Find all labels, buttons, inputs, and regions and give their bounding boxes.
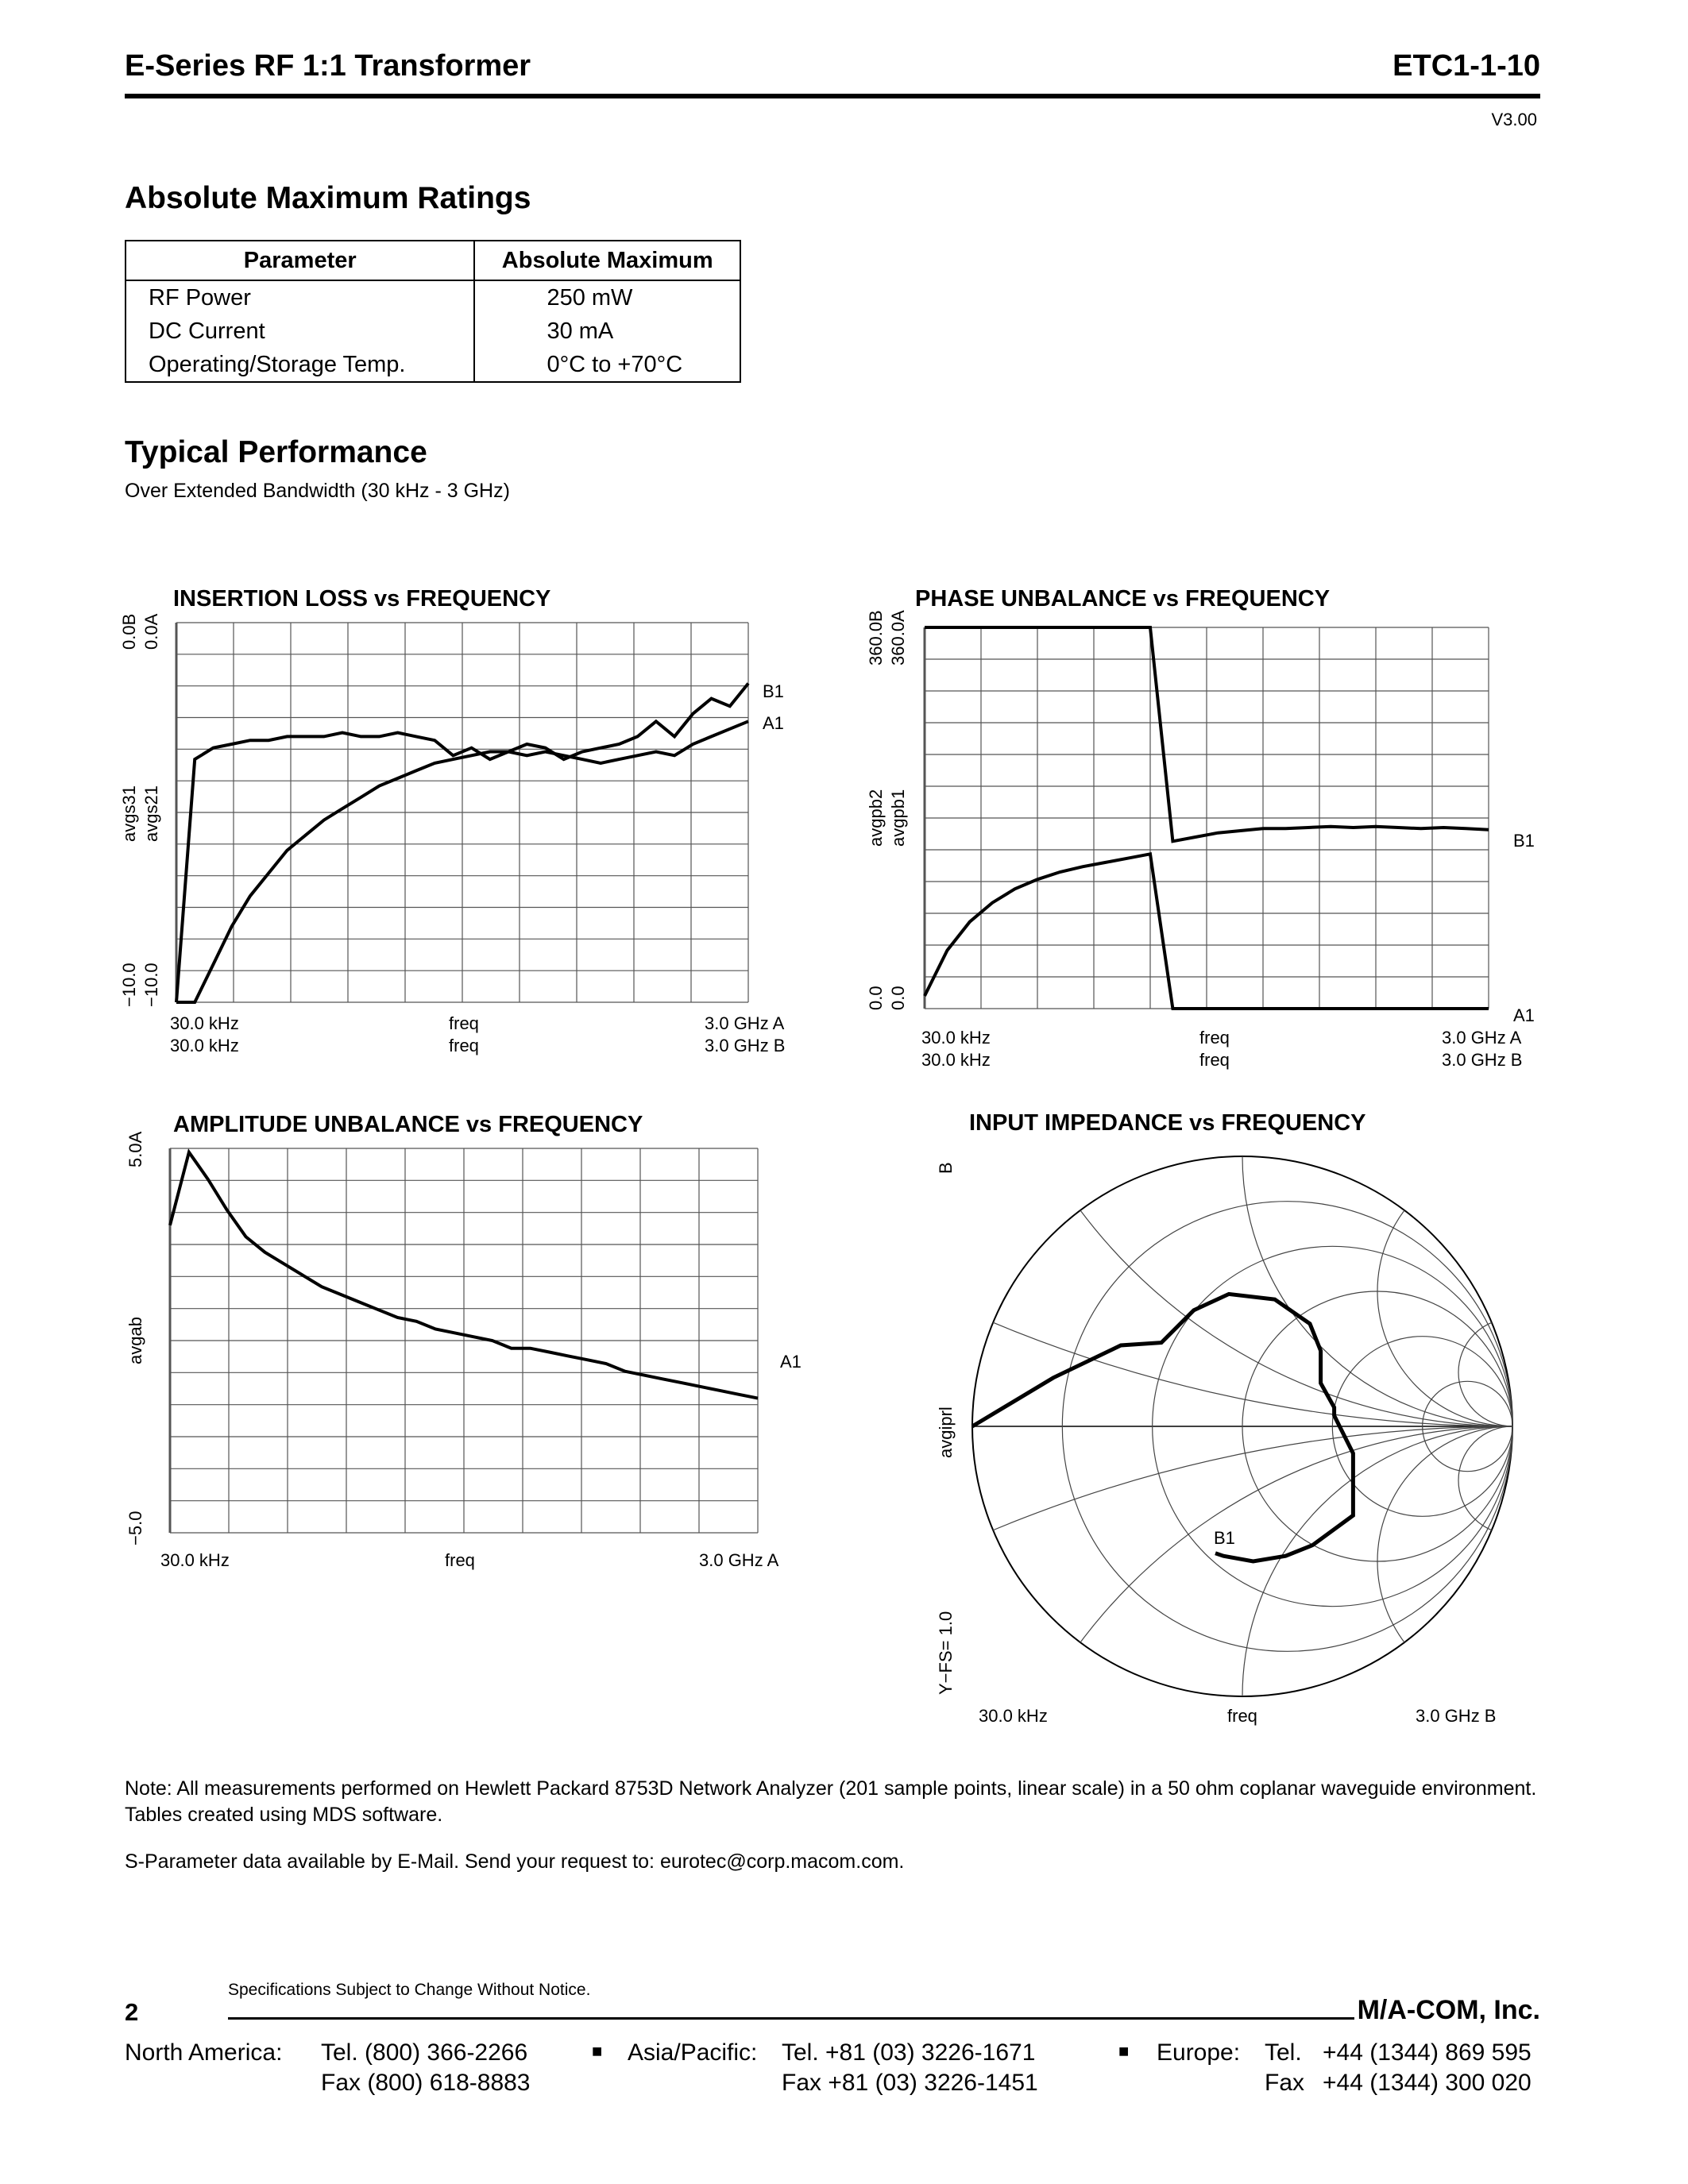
chart-grid: [925, 627, 1489, 1009]
chart-grid: [176, 623, 748, 1002]
performance-subtitle: Over Extended Bandwidth (30 kHz - 3 GHz): [125, 480, 510, 502]
y-top-label: B: [936, 1162, 956, 1174]
y-bottom-label: −5.0: [126, 1511, 145, 1545]
company-name: M/A-COM, Inc.: [1357, 1995, 1540, 2025]
x-label-mid: freq: [449, 1013, 479, 1033]
series-line-b1: [972, 1294, 1353, 1561]
ratings-table: [125, 240, 741, 383]
chart-title: INPUT IMPEDANCE vs FREQUENCY: [969, 1110, 1366, 1136]
phone-asia: Tel. +81 (03) 3226-1671: [782, 2039, 1036, 2066]
table-cell: DC Current: [149, 318, 265, 344]
bullet-icon: ■: [1118, 2041, 1130, 2061]
series-label: B1: [1513, 831, 1535, 851]
table-header-row: [126, 241, 740, 280]
smith-reactance-arc: [1458, 1426, 1541, 1534]
region-north-america: North America:: [125, 2039, 283, 2066]
x-label-mid: freq: [1227, 1706, 1257, 1726]
ratings-heading: Absolute Maximum Ratings: [125, 181, 531, 215]
smith-reactance-arc: [972, 1144, 1541, 1426]
chart-title: PHASE UNBALANCE vs FREQUENCY: [915, 586, 1331, 612]
table-cell: 250 mW: [474, 280, 740, 314]
series-label: B1: [1214, 1528, 1235, 1548]
disclaimer: Specifications Subject to Change Without Notice.: [228, 1981, 591, 1999]
part-number: ETC1-1-10: [1393, 49, 1540, 83]
series-label: A1: [763, 713, 784, 733]
y-series-label: avgpb1: [888, 789, 908, 847]
table-cell: Operating/Storage Temp.: [149, 351, 406, 377]
fax-north-america: Fax (800) 618-8883: [321, 2070, 531, 2096]
series-label: A1: [780, 1352, 802, 1372]
smith-reactance-arc: [1458, 1318, 1541, 1426]
y-top-label: 360.0B: [866, 610, 886, 666]
insertion-loss-chart: [159, 619, 778, 1017]
x-label-mid: freq: [1199, 1028, 1230, 1048]
x-label-start: 30.0 kHz: [170, 1013, 239, 1033]
header-rule: [125, 94, 1540, 98]
series-label: A1: [1513, 1005, 1535, 1025]
x-label-end: 3.0 GHz B: [705, 1036, 786, 1055]
phase-unbalance-chart: [906, 619, 1525, 1032]
y-series-label: avgab: [126, 1317, 145, 1364]
bullet-icon: ■: [592, 2041, 603, 2061]
footer-rule: [228, 2017, 1354, 2020]
y-top-label: 0.0B: [119, 613, 139, 650]
y-series-label: avgiprl: [936, 1406, 956, 1458]
y-bottom-label: 0.0: [866, 986, 886, 1010]
amplitude-unbalance-chart: [159, 1144, 778, 1541]
page-number: 2: [125, 1998, 139, 2026]
smith-reactance-arc: [1377, 1156, 1541, 1426]
x-label-mid: freq: [449, 1036, 479, 1055]
x-label-start: 30.0 kHz: [170, 1036, 239, 1055]
y-series-label: avgpb2: [866, 789, 886, 847]
y-top-label: 0.0A: [141, 613, 161, 650]
table-row: [126, 314, 740, 348]
chart-grid: [953, 1144, 1541, 1715]
x-label-start: 30.0 kHz: [921, 1050, 991, 1070]
y-bottom-label: 0.0: [888, 986, 908, 1010]
x-label-end: 3.0 GHz A: [1442, 1028, 1522, 1048]
x-label-start: 30.0 kHz: [921, 1028, 991, 1048]
measurement-note: Note: All measurements performed on Hewlett Packard 8753D Network Analyzer (201 sample points, linear scale) in a 50 ohm coplanar waveguide environment. Tables created using MDS software.: [125, 1777, 1537, 1826]
input-impedance-smith-chart: [953, 1144, 1541, 1715]
smith-reactance-arc: [1377, 1426, 1541, 1696]
table-cell: 0°C to +70°C: [474, 348, 740, 382]
smith-reactance-arcs: [953, 1144, 1541, 1715]
phone-europe: +44 (1344) 869 595: [1323, 2039, 1532, 2066]
x-label-mid: freq: [445, 1550, 475, 1570]
x-label-end: 3.0 GHz A: [699, 1550, 779, 1570]
y-series-label: avgs21: [141, 785, 161, 842]
y-series-label: avgs31: [119, 785, 139, 842]
x-label-mid: freq: [1199, 1050, 1230, 1070]
smith-reactance-arc: [1242, 1426, 1541, 1715]
table-row: [126, 280, 740, 314]
region-asia: Asia/Pacific:: [628, 2039, 758, 2066]
x-label-start: 30.0 kHz: [979, 1706, 1048, 1726]
sparam-note: S-Parameter data available by E-Mail. Send your request to: eurotec@corp.macom.com.: [125, 1850, 905, 1873]
phone-label-europe: Tel.: [1265, 2039, 1302, 2066]
smith-reactance-arc: [1242, 1144, 1541, 1426]
y-bottom-label: −10.0: [141, 963, 161, 1007]
table-cell: 30 mA: [474, 314, 740, 348]
x-label-end: 3.0 GHz A: [705, 1013, 785, 1033]
y-top-label: 360.0A: [888, 610, 908, 666]
fax-label-europe: Fax: [1265, 2070, 1305, 2096]
x-label-start: 30.0 kHz: [160, 1550, 230, 1570]
table-row: [126, 348, 740, 382]
smith-reactance-arc: [953, 1426, 1541, 1715]
phone-north-america: Tel. (800) 366-2266: [321, 2039, 528, 2066]
fax-asia: Fax +81 (03) 3226-1451: [782, 2070, 1038, 2096]
chart-title: INSERTION LOSS vs FREQUENCY: [173, 586, 551, 612]
y-bottom-label: Y−FS= 1.0: [936, 1611, 956, 1695]
y-top-label: 5.0A: [126, 1131, 145, 1167]
chart-title: AMPLITUDE UNBALANCE vs FREQUENCY: [173, 1112, 643, 1137]
column-header: Absolute Maximum: [474, 241, 740, 280]
performance-heading: Typical Performance: [125, 435, 427, 469]
version-label: V3.00: [1491, 110, 1537, 129]
document-title: E-Series RF 1:1 Transformer: [125, 49, 531, 83]
column-header: Parameter: [126, 241, 474, 280]
table-cell: RF Power: [149, 284, 251, 311]
fax-europe: +44 (1344) 300 020: [1323, 2070, 1532, 2096]
series-label: B1: [763, 681, 784, 701]
y-bottom-label: −10.0: [119, 963, 139, 1007]
chart-grid: [170, 1148, 758, 1533]
region-europe: Europe:: [1157, 2039, 1241, 2066]
x-label-end: 3.0 GHz B: [1442, 1050, 1523, 1070]
x-label-end: 3.0 GHz B: [1416, 1706, 1497, 1726]
